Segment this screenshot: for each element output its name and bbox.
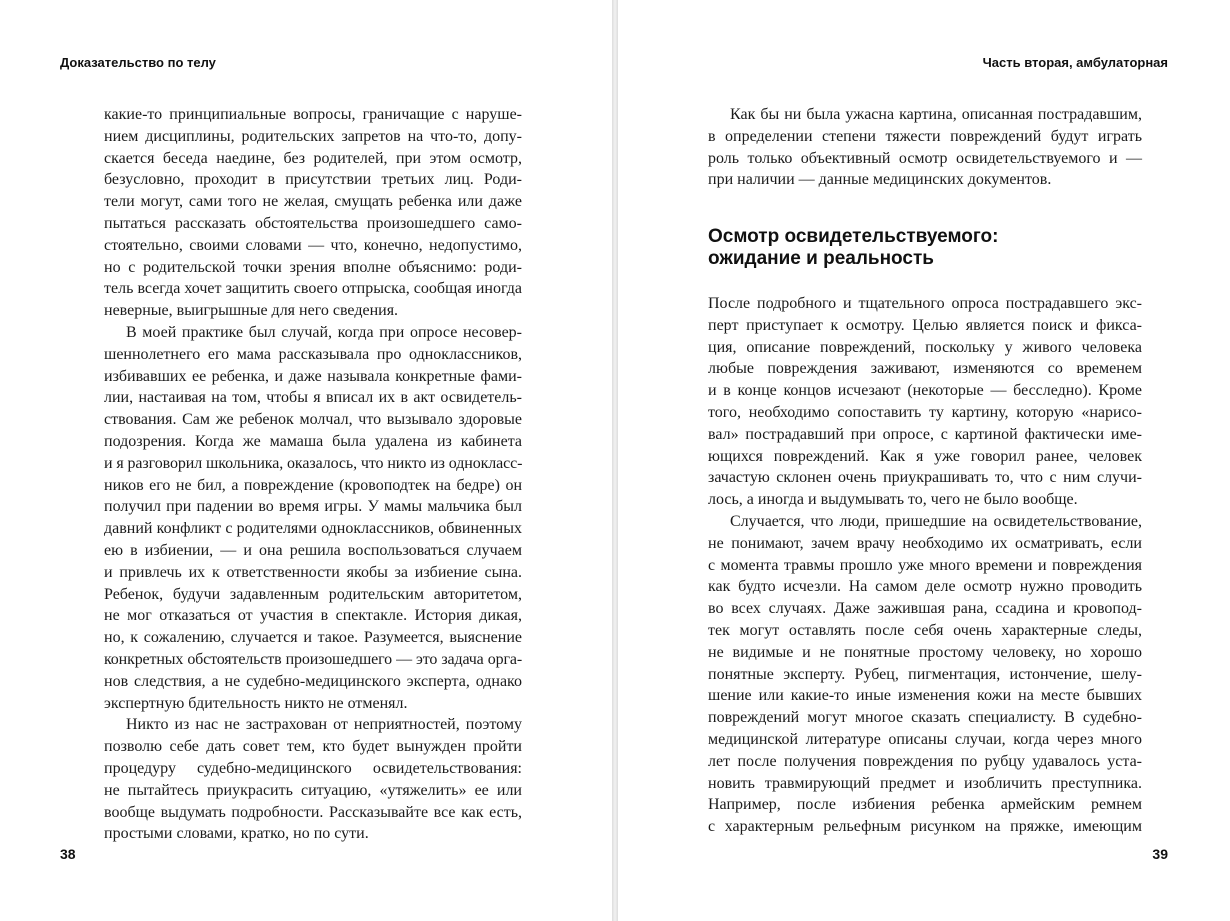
text-line: как будто исчезли. На самом деле осмотр нужно проводить — [708, 578, 1142, 596]
text-line: при наличии — данные медицинских документов. — [708, 171, 1052, 189]
text-line: не пытайтесь приукрасить ситуацию, «утяжелить» ее или — [104, 781, 522, 799]
text-line: давний конфликт с родителями одноклассников, обвиненных — [104, 520, 522, 538]
text-line: нов следствия, а не судебно-медицинского эксперта, однако — [104, 672, 522, 690]
left-page — [0, 0, 612, 921]
right-page-body-text — [708, 293, 1142, 838]
text-line: с характерным рельефным рисунком на пряжке, имеющим — [708, 818, 1142, 836]
text-line: и привлечь их к ответственности якобы за избиение сына. — [104, 563, 522, 581]
text-line: роль только объективный осмотр освидетельствуемого и — — [708, 149, 1142, 167]
text-line: подозрения. Когда же мамаша была удалена из кабинета — [104, 432, 522, 450]
text-line: во всех случаях. Даже зажившая рана, ссадина и кровопод- — [708, 600, 1142, 618]
text-line: тель всегда хочет защитить своего отпрыска, сообщая иногда — [104, 280, 522, 298]
text-line: шеннолетнего его мама рассказывала про одноклассников, — [104, 345, 522, 363]
right-page-number: 39 — [1152, 846, 1168, 862]
right-running-head: Часть вторая, амбулаторная — [982, 55, 1168, 70]
section-heading-line: ожидание и реальность — [708, 248, 934, 269]
text-line: Как бы ни была ужасна картина, описанная пострадавшим, — [730, 106, 1142, 123]
text-line: какие-то принципиальные вопросы, граничащие с наруше- — [104, 106, 522, 123]
text-line: понятные эксперту. Рубец, пигментация, истончение, шелу- — [708, 665, 1142, 683]
text-line: лии, настаивая на том, чтобы я вписал их в акт освидетель- — [104, 389, 522, 407]
text-line: ющихся повреждений. Как я уже говорил ранее, человек — [708, 447, 1142, 465]
text-line: зачастую склонен очень приукрашивать то, что с ним случи- — [708, 469, 1142, 487]
right-page-intro-text — [708, 104, 1142, 191]
text-line: избивавших ее ребенка, и даже называла конкретные фами- — [104, 367, 522, 385]
text-line: вал» пострадавший при опросе, с картиной фактически име- — [708, 425, 1142, 443]
text-line: но с родительской точки зрения вполне объяснимо: роди- — [104, 258, 522, 276]
text-line: медицинской литературе описаны случаи, когда через много — [708, 730, 1142, 748]
text-line: перт приступает к осмотру. Целью является поиск и фикса- — [708, 316, 1142, 334]
text-line: Ребенок, будучи задавленным родительским авторитетом, — [104, 585, 522, 603]
right-page — [618, 0, 1230, 921]
text-line: вообще выдумать подробности. Рассказывайте все как есть, — [104, 803, 522, 821]
text-line: тек могут оставлять после себя очень характерные следы, — [708, 621, 1142, 639]
left-page-number: 38 — [60, 846, 76, 862]
text-line: не видимые и не понятные простому человеку, но хорошо — [708, 643, 1142, 661]
text-line: и я разговорил школьника, оказалось, что никто из однокласс- — [104, 454, 523, 472]
text-line: новить травмирующий предмет и изобличить преступника. — [708, 774, 1142, 792]
text-line: получил при падении во время игры. У мамы мальчика был — [104, 498, 522, 516]
text-line: нием дисциплины, родительских запретов на что-то, допу- — [104, 127, 522, 145]
text-line: ция, описание повреждений, поскольку у живого человека — [708, 338, 1142, 356]
text-line: В моей практике был случай, когда при опросе несовер- — [126, 323, 522, 341]
text-line: не мог отказаться от участия в спектакле. История дикая, — [104, 607, 522, 625]
text-line: пытаться рассказать обстоятельства произошедшего само- — [104, 214, 522, 232]
text-line: тели могут, сами того не желая, смущать ребенка или даже — [104, 193, 522, 211]
text-line: ников его не бил, а повреждение (кровоподтек на бедре) он — [104, 476, 522, 494]
text-line: с момента травмы прошло уже много времени и повреждения — [708, 556, 1142, 574]
text-line: процедуру судебно-медицинского освидетельствования: — [104, 759, 522, 777]
text-line: повреждений могут многое сказать специалисту. В судебно- — [708, 709, 1142, 727]
section-heading — [708, 226, 1148, 270]
text-line: позволю себе дать совет тем, кто будет вынужден пройти — [104, 738, 522, 756]
text-line: любые повреждения заживают, изменяются со временем — [708, 360, 1142, 378]
text-line: Случается, что люди, пришедшие на освидетельствование, — [730, 512, 1142, 530]
text-line: безусловно, проходит в присутствии третьих лиц. Роди- — [104, 171, 522, 189]
text-line: конкретных обстоятельств произошедшего — это задача орга- — [104, 650, 522, 668]
text-line: но, к сожалению, случается и такое. Разумеется, выяснение — [104, 629, 522, 647]
text-line: шение или какие-то иные изменения кожи на месте бывших — [708, 687, 1142, 705]
text-line: в определении степени тяжести повреждений будут играть — [708, 127, 1142, 145]
text-line: ею в избиении, — и она решила воспользоваться случаем — [104, 541, 522, 559]
text-line: ствования. Сам же ребенок молчал, что вызывало здоровые — [104, 411, 522, 429]
text-line: лось, а иногда и выдумывать то, чего не было вообще. — [708, 491, 1078, 509]
left-page-text — [104, 104, 522, 845]
text-line: После подробного и тщательного опроса пострадавшего экс- — [708, 295, 1142, 312]
text-line: Например, после избиения ребенка армейским ремнем — [708, 796, 1142, 814]
text-line: не понимают, зачем врачу необходимо их осматривать, если — [708, 534, 1142, 552]
text-line: скается беседа наедине, без родителей, при этом осмотр, — [104, 149, 522, 167]
text-line: экспертную бдительность никто не отменял. — [104, 694, 408, 712]
text-line: неверные, выигрышные для него сведения. — [104, 302, 399, 320]
text-line: лет после получения повреждения по рубцу удавалось уста- — [708, 752, 1142, 770]
left-running-head: Доказательство по телу — [60, 55, 216, 70]
text-line: и в конце концов исчезают (некоторые — бесследно). Кроме — [708, 382, 1142, 400]
section-heading-line: Осмотр освидетельствуемого: — [708, 226, 999, 247]
text-line: простыми словами, кратко, но по сути. — [104, 825, 369, 843]
text-line: того, необходимо сопоставить ту картину, которую «нарисо- — [708, 403, 1142, 421]
text-line: стоятельно, своими словами — что, конечно, недопустимо, — [104, 236, 522, 254]
text-line: Никто из нас не застрахован от неприятностей, поэтому — [126, 716, 522, 734]
